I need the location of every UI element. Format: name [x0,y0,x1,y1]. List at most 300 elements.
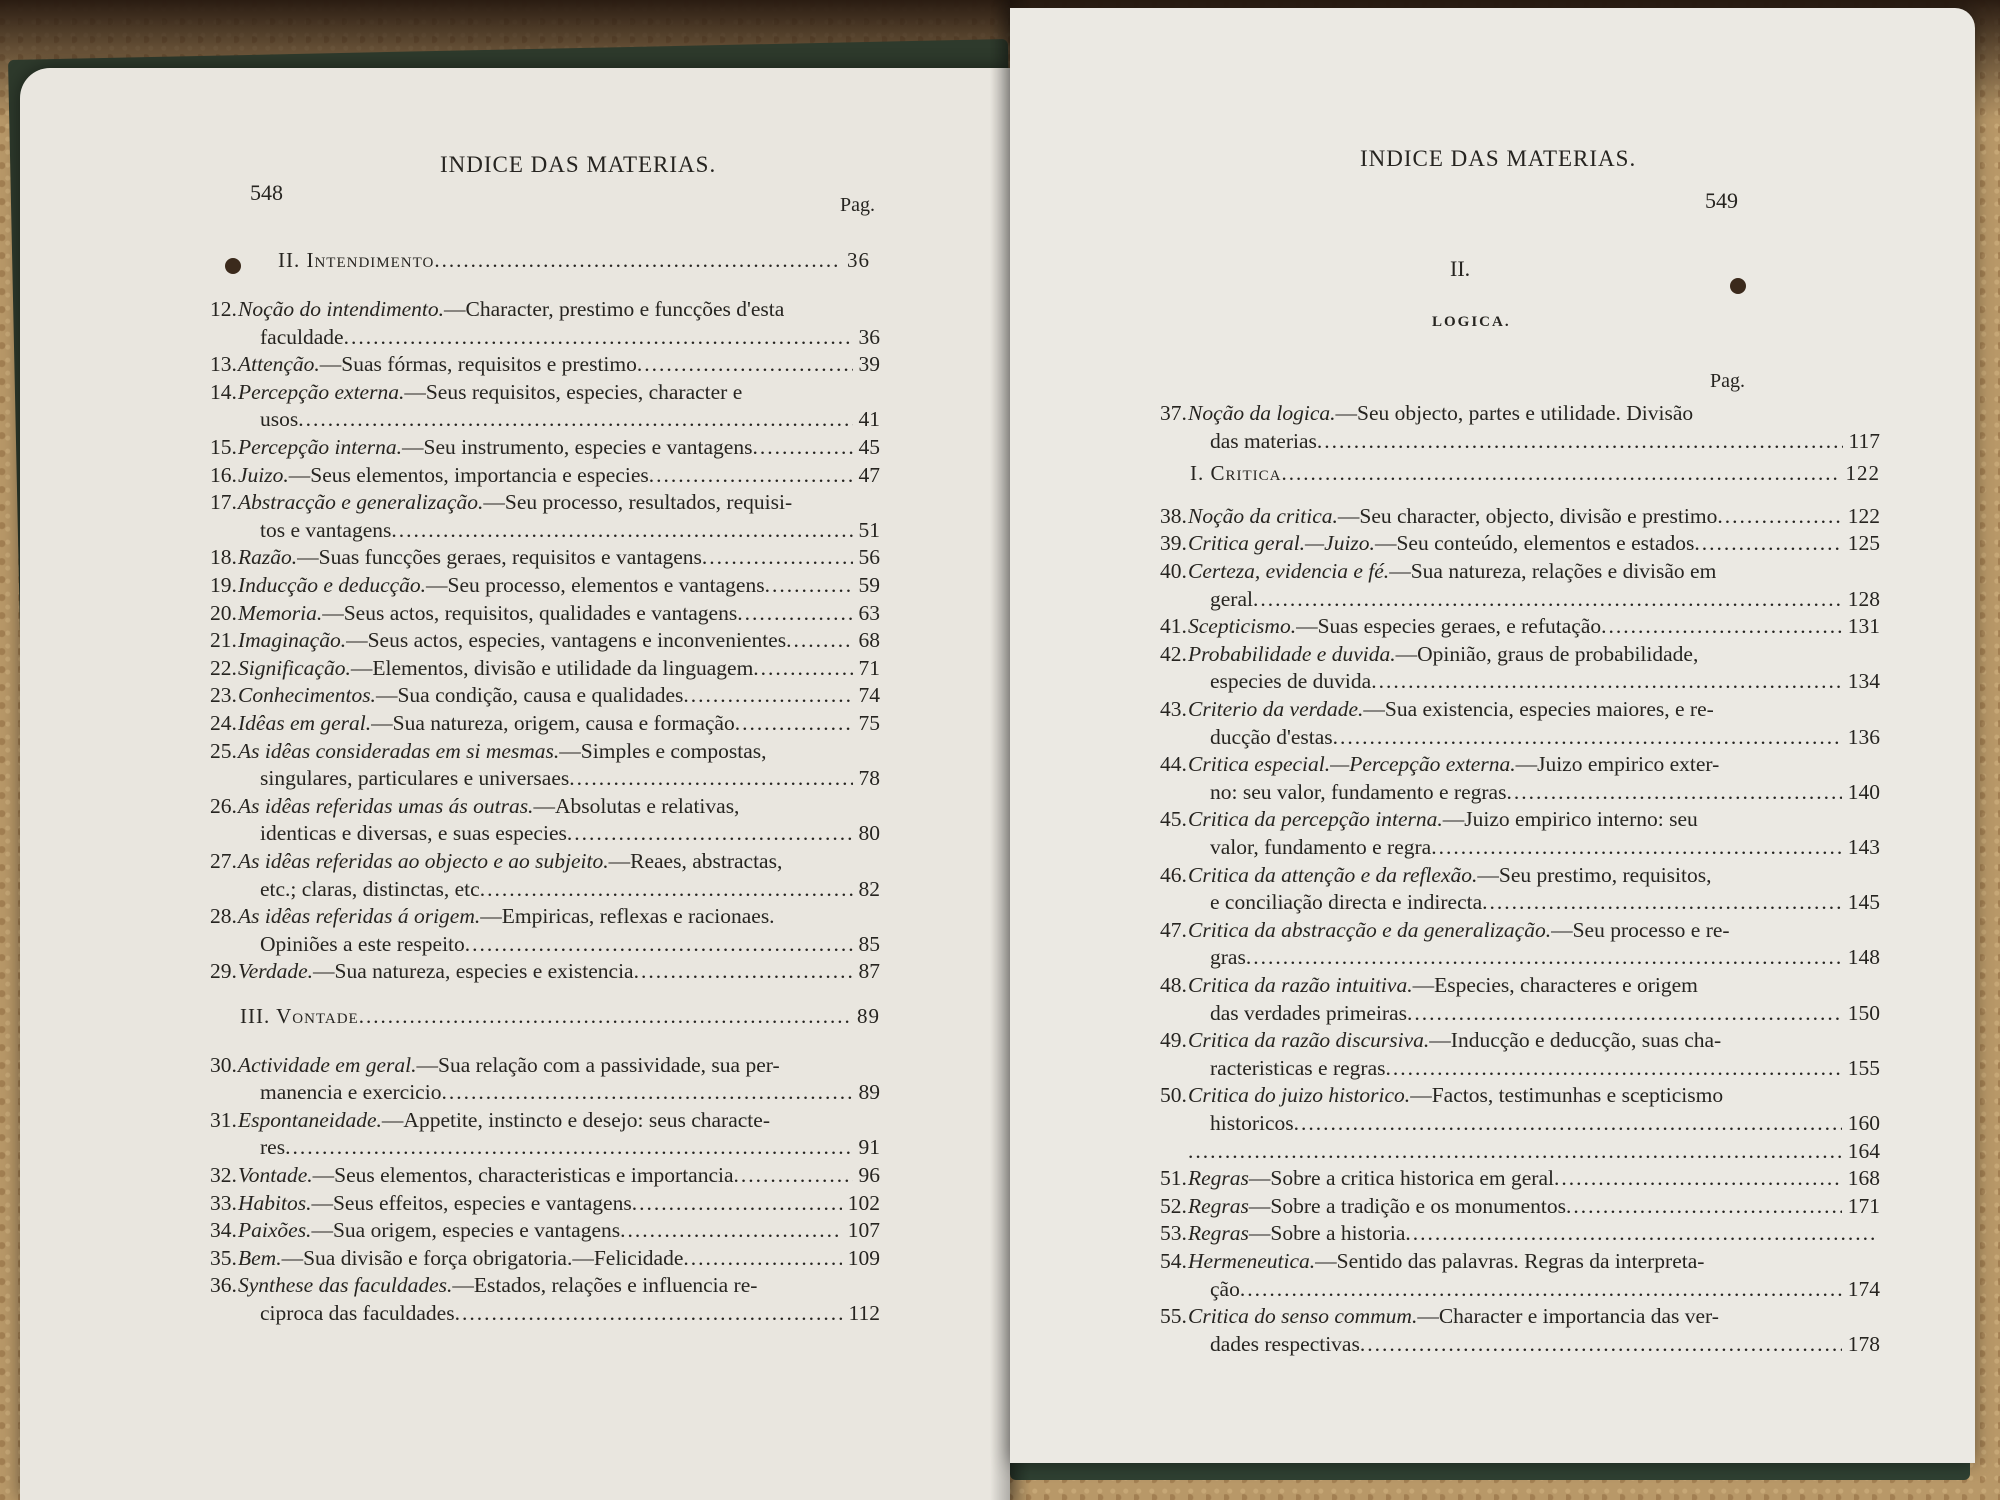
entry-continuation: etc.; claras, distinctas, etc [260,876,480,901]
entry-number: 24. [210,711,237,735]
entry-title: Abstracção e generalização. [238,490,484,515]
entry-continuation: dades respectivas [1210,1331,1360,1356]
entry-title: Noção da critica. [1188,503,1338,528]
entry-title: Critica do juizo historico. [1188,1083,1411,1108]
entry-number: 46. [1160,862,1187,887]
running-header: INDICE DAS MATERIAS. [440,152,717,177]
entry-continuation: Opiniões a este respeito [260,931,465,956]
toc-entry-continuation [260,406,880,432]
toc-entry-continuation [260,1079,880,1105]
entry-number: 50. [1160,1083,1187,1108]
entry-description: —Sua relação com a passividade, sua per- [416,1052,780,1077]
entry-title: Espontaneidade. [238,1107,382,1132]
entry-title: Regras [1188,1166,1249,1191]
entry-description: —Seu processo, elementos e vantagens [426,573,765,597]
toc-entry-continuation [260,876,880,902]
entry-page: 85 [858,931,880,956]
entry-continuation: identicas e diversas, e suas especies [260,821,567,846]
entry-page: 71 [858,655,880,680]
entry-number: 31. [210,1107,237,1132]
entry-page: 47 [858,462,880,487]
leader-dots [1360,1331,1842,1357]
entry-description: —Simples e compostas, [559,738,767,763]
toc-entry-continuation [1210,944,1880,970]
entry-description: —Seu conteúdo, elementos e estados [1374,531,1695,556]
section-heading: II. Intendimento ..... 36 [278,248,870,273]
toc-entry [1160,613,1880,639]
right-page [1010,8,1975,1463]
entry-page: 39 [858,352,880,377]
leader-dots [344,324,853,350]
entry-description: —Sobre a tradição e os monumentos [1248,1193,1566,1218]
entry-title: Juizo. [238,462,289,487]
toc-entry [1160,862,1880,888]
entry-page: 136 [1847,724,1880,749]
entry-number: 41. [1160,614,1187,639]
toc-entry [210,1245,880,1271]
entry-title: Synthese das faculdades. [238,1273,453,1298]
toc-entry [210,793,880,819]
entry-description: —Seus elementos, characteristicas e importancia [312,1163,734,1187]
toc-entry-continuation [260,517,880,543]
toc-entry-continuation [1210,1000,1880,1026]
leader-dots [1282,461,1840,486]
entry-page: 91 [858,1135,880,1160]
entry-description: —Seus actos, especies, vantagens e inconvenientes [346,628,787,653]
entry-title: Critica especial.—Percepção externa. [1188,752,1516,777]
entry-title: Critica geral.—Juizo. [1188,531,1375,556]
entry-page: 68 [858,628,880,653]
leader-dots [753,655,852,681]
running-header: INDICE DAS MATERIAS. [1360,146,1637,171]
toc-entry-continuation [260,765,880,791]
part-number: II. [1450,256,1471,281]
entry-title: Certeza, evidencia e fé. [1188,559,1390,583]
toc-entry-continuation [1210,1331,1880,1357]
entry-title: Critica da attenção e da reflexão. [1188,862,1478,887]
toc-entry [210,296,880,322]
entry-continuation: singulares, particulares e universaes [260,766,570,791]
leader-dots [734,1162,853,1188]
section-heading [240,1004,880,1029]
entry-description: —Suas fórmas, requisitos e prestimo [319,352,637,377]
toc-entry [1160,1193,1880,1219]
entry-description: —Estados, relações e influencia re- [452,1273,758,1298]
entry-number: 55. [1160,1304,1187,1329]
leader-dots [391,517,852,543]
entry-description: —Sentido das palavras. Regras da interpreta- [1315,1249,1705,1273]
entry-page: 145 [1847,890,1880,915]
toc-entry [1160,641,1880,667]
leader-dots [737,600,852,626]
toc-entry [1160,751,1880,777]
entry-number: 19. [210,573,237,597]
entry-number: 30. [210,1052,237,1077]
entry-continuation: tos e vantagens [260,517,392,542]
entry-page: 78 [858,766,880,791]
toc-entry [210,1162,880,1188]
entry-description: —Character e importancia das ver- [1417,1304,1719,1329]
entry-title: Critica da razão intuitiva. [1188,973,1413,997]
entry-title: Paixões. [238,1218,312,1243]
toc-entry [210,572,880,598]
toc-entry-continuation [260,1300,880,1326]
toc-entry-continuation [1210,1110,1880,1136]
entry-description: —Seu objecto, partes e utilidade. Divisão [1335,401,1694,425]
toc-entry [210,1190,880,1216]
entry-number: 49. [1160,1028,1187,1053]
entry-title: Conhecimentos. [238,683,376,708]
toc-entry-continuation [260,1134,880,1160]
entry-title: Scepticismo. [1188,614,1297,639]
entry-page: 150 [1847,1000,1880,1025]
leader-dots [465,931,853,957]
entry-description: —Sobre a critica historica em geral [1248,1166,1554,1191]
entry-continuation: racteristicas e regras [1210,1055,1386,1080]
entry-description: —Seu processo, resultados, requisi- [483,490,793,515]
entry-title: Hermeneutica. [1188,1249,1316,1273]
leader-dots [1694,530,1841,556]
entry-number: 15. [210,435,237,459]
entry-description: —Seu character, objecto, divisão e prestimo [1337,503,1718,528]
ink-blot [225,258,241,274]
leader-dots [1317,428,1843,454]
toc-entry [210,489,880,515]
entry-description: —Sua condição, causa e qualidades [375,683,684,708]
entry-title: Critica da abstracção e da generalização. [1188,917,1552,942]
entry-number: 17. [210,490,237,515]
entry-continuation: especies de duvida [1210,669,1372,694]
entry-number: 16. [210,462,237,487]
toc-entry [1160,917,1880,943]
toc-entry [1160,1220,1880,1246]
toc-entry [1160,1138,1880,1164]
entry-title: Noção do intendimento. [238,297,445,321]
toc-entry [1160,400,1880,426]
entry-number: 52. [1160,1193,1187,1218]
entry-description: —Sua natureza, relações e divisão em [1389,559,1717,583]
leader-dots [1253,586,1842,612]
entry-page: 128 [1847,586,1880,611]
section-label: I. Critica [1190,461,1282,486]
entry-page: 51 [858,517,880,542]
entry-number: 36. [210,1273,237,1298]
entry-number: 22. [210,655,237,680]
leader-dots [702,544,853,570]
leader-dots [649,462,853,488]
entry-continuation: valor, fundamento e regra [1210,835,1432,859]
toc-entry [210,1217,880,1243]
entry-title: Noção da logica. [1188,401,1336,425]
entry-continuation: gras [1210,945,1246,970]
entry-continuation: ciproca das faculdades [260,1301,455,1325]
leader-dots [735,710,853,736]
section-page: 122 [1845,461,1880,486]
entry-title: As idêas referidas á origem. [238,904,481,929]
entry-description: —Seus elementos, importancia e especies [288,462,649,487]
entry-number: 20. [210,600,237,625]
toc-entry [210,682,880,708]
leader-dots [1554,1165,1842,1191]
entry-description: —Seu instrumento, especies e vantagens [401,435,753,459]
toc-entry-continuation [1210,834,1880,860]
toc-entry [210,958,880,984]
entry-page: 174 [1847,1276,1880,1301]
toc-entry [1160,530,1880,556]
toc-entry [1160,806,1880,832]
leader-dots [455,1300,843,1326]
entry-number: 18. [210,545,237,570]
entry-page: 117 [1848,428,1880,453]
entry-continuation: no: seu valor, fundamento e regras [1210,779,1507,804]
pag-label: Pag. [1710,370,1745,392]
entry-title: Significação. [238,655,351,680]
entry-title: Critica da razão discursiva. [1188,1028,1430,1053]
entry-title: Inducção e deducção. [238,573,427,597]
toc-entry [1160,1303,1880,1329]
toc-entry [1160,1027,1880,1053]
entry-title: Criterio da verdade. [1188,697,1364,721]
toc-entry [210,1272,880,1298]
entry-description: —Appetite, instincto e desejo: seus characte- [381,1107,770,1132]
entry-description: —Suas funcções geraes, requisitos e vantagens [297,545,702,570]
toc-entry-continuation [1210,1276,1880,1302]
entry-continuation: usos [260,407,299,432]
entry-page: 143 [1847,835,1880,859]
entry-number: 47. [1160,917,1187,942]
entry-number: 26. [210,793,237,818]
entry-title: As idêas referidas ao objecto e ao subjeito. [238,849,609,873]
entry-page: 109 [847,1245,880,1270]
entry-page: 63 [858,600,880,625]
toc-entry-continuation [1210,724,1880,750]
leader-dots [1246,944,1842,970]
entry-description: —Sua natureza, origem, causa e formação [371,711,735,735]
toc-entry [1160,558,1880,584]
entry-number: 51. [1160,1166,1187,1191]
entry-number: 12. [210,297,237,321]
entry-title: Idêas em geral. [238,711,372,735]
leader-dots [569,765,852,791]
entry-page: 168 [1847,1166,1880,1191]
leader-dots [285,1134,852,1160]
toc-entry [1160,1248,1880,1274]
leader-dots [1385,1055,1841,1081]
entry-page: 160 [1847,1111,1880,1135]
entry-continuation: ducção d'estas [1210,724,1333,749]
toc-entry-continuation [1210,668,1880,694]
toc-entry-continuation [260,931,880,957]
entry-description: —Opinião, graus de probabilidade, [1395,641,1699,666]
leader-dots [567,820,853,846]
leader-dots [1405,1220,1874,1246]
entry-page: 148 [1847,945,1880,970]
entry-number: 25. [210,738,237,763]
toc-entry-continuation [1210,779,1880,805]
entry-description: —Elementos, divisão e utilidade da linguagem [350,655,754,680]
entry-page: 87 [858,959,880,984]
leader-dots [1431,834,1842,860]
entry-title: As idêas consideradas em si mesmas. [238,738,560,763]
entry-title: Actividade em geral. [238,1052,417,1077]
entry-number: 23. [210,683,237,708]
toc-entry [210,600,880,626]
entry-title: Critica da percepção interna. [1188,807,1443,832]
entry-page: 82 [858,876,880,901]
entry-number: 44. [1160,752,1187,777]
entry-description: —Sua existencia, especies maiores, e re- [1363,697,1714,721]
entry-title: Percepção interna. [238,435,402,459]
leader-dots [1333,724,1842,750]
leader-dots [786,627,852,653]
entry-page: 89 [858,1080,880,1105]
entry-number: 43. [1160,697,1187,721]
entry-title: Imaginação. [238,628,347,653]
toc-entry [210,544,880,570]
entry-title: Memoria. [238,600,323,625]
toc-entry [1160,503,1880,529]
entry-page: 131 [1847,614,1880,639]
entry-page: 155 [1847,1055,1880,1080]
toc-entry [210,903,880,929]
entry-page: 171 [1847,1193,1880,1218]
toc-entry [1160,1082,1880,1108]
entry-number: 35. [210,1245,237,1270]
entry-number: 32. [210,1163,237,1187]
left-page [20,68,1010,1500]
entry-number: 28. [210,904,237,929]
entry-title: Regras [1188,1193,1249,1218]
leader-dots [620,1217,842,1243]
pag-label: Pag. [840,194,875,216]
toc-entry [210,434,880,460]
entry-page: 96 [858,1163,880,1187]
entry-page: 45 [858,435,880,459]
page-number: 549 [1705,188,1738,213]
entry-description: —Suas especies geraes, e refutação [1296,614,1602,639]
toc-entry [1160,696,1880,722]
leader-dots [632,1190,842,1216]
toc-entry-continuation [260,820,880,846]
entry-continuation: manencia e exercicio [260,1080,442,1105]
entry-description: —Sua divisão e força obrigatoria.—Felicidade [281,1245,684,1270]
leader-dots [359,1004,851,1029]
leader-dots [1566,1193,1842,1219]
entry-continuation: geral [1210,586,1253,611]
toc-entry-continuation [1210,1055,1880,1081]
entry-description: —Seus requisitos, especies, character e [404,379,743,404]
entry-number: 14. [210,379,237,404]
entry-number: 34. [210,1218,237,1243]
entry-description: —Seus actos, requisitos, qualidades e vantagens [322,600,738,625]
entry-number: 42. [1160,641,1187,666]
leader-dots [683,1245,841,1271]
toc-entry-continuation [260,324,880,350]
toc-entry [210,1107,880,1133]
toc-entry [210,379,880,405]
toc-entry [210,738,880,764]
entry-number: 38. [1160,503,1187,528]
entry-title: Percepção externa. [238,379,405,404]
entry-page: 178 [1847,1331,1880,1356]
entry-number: 21. [210,628,237,653]
entry-continuation: das verdades primeiras [1210,1000,1408,1025]
leader-dots [1482,889,1842,915]
entry-number: 13. [210,352,237,377]
entry-description: —Seus effeitos, especies e vantagens [311,1190,632,1215]
entry-continuation: historicos [1210,1111,1294,1135]
entry-description: —Especies, characteres e origem [1412,973,1698,997]
entry-page: 56 [858,545,880,570]
entry-title: Vontade. [238,1163,313,1187]
entry-title: Regras [1188,1221,1249,1246]
toc-entry [1160,972,1880,998]
entry-number [1160,1138,1188,1164]
entry-description: —Seu prestimo, requisitos, [1477,862,1712,887]
toc-entry [210,710,880,736]
entry-description: —Juizo empirico exter- [1515,752,1720,777]
part-title: LOGICA. [1432,314,1511,330]
leader-dots [298,406,852,432]
toc-entry-continuation [1210,889,1880,915]
entry-description: —Inducção e deducção, suas cha- [1429,1028,1722,1053]
entry-description: —Juizo empirico interno: seu [1442,807,1698,832]
entry-number: 39. [1160,531,1187,556]
leader-dots [1506,779,1841,805]
leader-dots [1188,1138,1842,1164]
entry-title: Habitos. [238,1190,312,1215]
leader-dots [480,876,853,902]
toc-entry [210,627,880,653]
leader-dots [1294,1110,1842,1136]
entry-page: 134 [1847,669,1880,694]
entry-title: Bem. [238,1245,282,1270]
entry-description: —Character, prestimo e funcções d'esta [444,297,785,321]
entry-description: —Empiricas, reflexas e racionaes. [480,904,775,929]
ink-blot [1730,278,1746,294]
section-page: 89 [857,1004,880,1028]
entry-number: 33. [210,1190,237,1215]
leader-dots [637,351,853,377]
leader-dots [683,682,852,708]
entry-page: 122 [1847,503,1880,528]
entry-page: 80 [858,821,880,846]
entry-page: 59 [858,573,880,597]
toc-entry [210,655,880,681]
entry-page: 112 [848,1301,880,1325]
section-heading [1190,461,1880,486]
entry-page: 74 [858,683,880,708]
leader-dots [752,434,852,460]
toc-entry [210,848,880,874]
entry-page: 125 [1847,531,1880,556]
entry-number: 53. [1160,1221,1187,1246]
toc-entry [1160,1165,1880,1191]
entry-title: Attenção. [238,352,320,377]
entry-title: Verdade. [238,959,314,984]
entry-page: 164 [1847,1138,1880,1163]
entry-title: Probabilidade e duvida. [1188,641,1396,666]
page-number: 548 [250,180,283,205]
leader-dots [1717,503,1841,529]
entry-description: —Absolutas e relativas, [533,793,740,818]
entry-page: 140 [1847,779,1880,804]
entry-title: As idêas referidas umas ás outras. [238,793,534,818]
entry-number: 48. [1160,973,1187,997]
entry-continuation: faculdade [260,324,344,349]
entry-title: Razão. [238,545,298,570]
entry-page: 107 [847,1218,880,1243]
